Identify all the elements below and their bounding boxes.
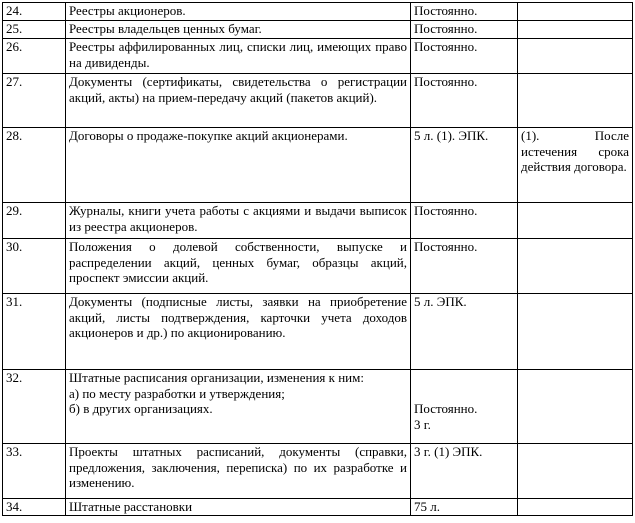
table-row bbox=[3, 444, 633, 499]
retention-term: 3 г. (1) ЭПК. bbox=[411, 444, 518, 499]
retention-term: 5 л. (1). ЭПК. bbox=[411, 128, 518, 203]
note bbox=[518, 39, 633, 74]
row-number: 26. bbox=[3, 39, 66, 74]
note bbox=[518, 74, 633, 128]
document-name-main: Штатные расписания организации, изменения к ним: bbox=[69, 370, 364, 385]
row-number: 34. bbox=[3, 499, 66, 516]
retention-term bbox=[411, 370, 518, 444]
table-row bbox=[3, 499, 633, 516]
document-name bbox=[66, 370, 411, 444]
document-name: Документы (сертификаты, свидетельства о регистрации акций, акты) на прием-передачу акций (пакетов акций). bbox=[66, 74, 411, 128]
table-row bbox=[3, 3, 633, 21]
retention-term: 5 л. ЭПК. bbox=[411, 294, 518, 370]
row-number: 32. bbox=[3, 370, 66, 444]
note: (1). После истечения срока действия договора. bbox=[518, 128, 633, 203]
document-name-sub-b: б) в других организациях. bbox=[69, 401, 213, 416]
document-name: Журналы, книги учета работы с акциями и выдачи выписок из реестра акционеров. bbox=[66, 203, 411, 239]
document-name: Положения о долевой собственности, выпуске и распределении акций, ценных бумаг, образцы акций, проспект эмиссии акций. bbox=[66, 239, 411, 294]
note bbox=[518, 203, 633, 239]
table-row bbox=[3, 239, 633, 294]
row-number: 31. bbox=[3, 294, 66, 370]
row-number: 29. bbox=[3, 203, 66, 239]
retention-term: Постоянно. bbox=[411, 3, 518, 21]
retention-table bbox=[2, 2, 633, 516]
row-number: 24. bbox=[3, 3, 66, 21]
table-row bbox=[3, 370, 633, 444]
table-row bbox=[3, 203, 633, 239]
note bbox=[518, 444, 633, 499]
table-row bbox=[3, 39, 633, 74]
row-number: 28. bbox=[3, 128, 66, 203]
row-number: 25. bbox=[3, 21, 66, 39]
note bbox=[518, 294, 633, 370]
document-name: Документы (подписные листы, заявки на приобретение акций, листы подтверждения, карточки учета доходов акционеров и др.) по акционированию. bbox=[66, 294, 411, 370]
note bbox=[518, 499, 633, 516]
document-name: Реестры владельцев ценных бумаг. bbox=[66, 21, 411, 39]
retention-term: Постоянно. bbox=[411, 39, 518, 74]
table-row bbox=[3, 74, 633, 128]
note bbox=[518, 370, 633, 444]
retention-term: Постоянно. bbox=[411, 74, 518, 128]
document-name: Штатные расстановки bbox=[66, 499, 411, 516]
document-name: Проекты штатных расписаний, документы (справки, предложения, заключения, переписка) по их разработке и изменению. bbox=[66, 444, 411, 499]
note bbox=[518, 3, 633, 21]
document-name: Договоры о продаже-покупке акций акционерами. bbox=[66, 128, 411, 203]
retention-term: 75 л. bbox=[411, 499, 518, 516]
retention-term: Постоянно. bbox=[411, 203, 518, 239]
table-row bbox=[3, 294, 633, 370]
retention-term: Постоянно. bbox=[411, 239, 518, 294]
note bbox=[518, 239, 633, 294]
retention-term: Постоянно. bbox=[411, 21, 518, 39]
row-number: 33. bbox=[3, 444, 66, 499]
document-name: Реестры аффилированных лиц, списки лиц, имеющих право на дивиденды. bbox=[66, 39, 411, 74]
document-name-sub-a: а) по месту разработки и утверждения; bbox=[69, 385, 285, 401]
table-row bbox=[3, 128, 633, 203]
table-row bbox=[3, 21, 633, 39]
retention-term-a: Постоянно. bbox=[414, 401, 478, 416]
row-number: 27. bbox=[3, 74, 66, 128]
row-number: 30. bbox=[3, 239, 66, 294]
retention-term-b: 3 г. bbox=[414, 416, 431, 432]
document-name: Реестры акционеров. bbox=[66, 3, 411, 21]
note bbox=[518, 21, 633, 39]
